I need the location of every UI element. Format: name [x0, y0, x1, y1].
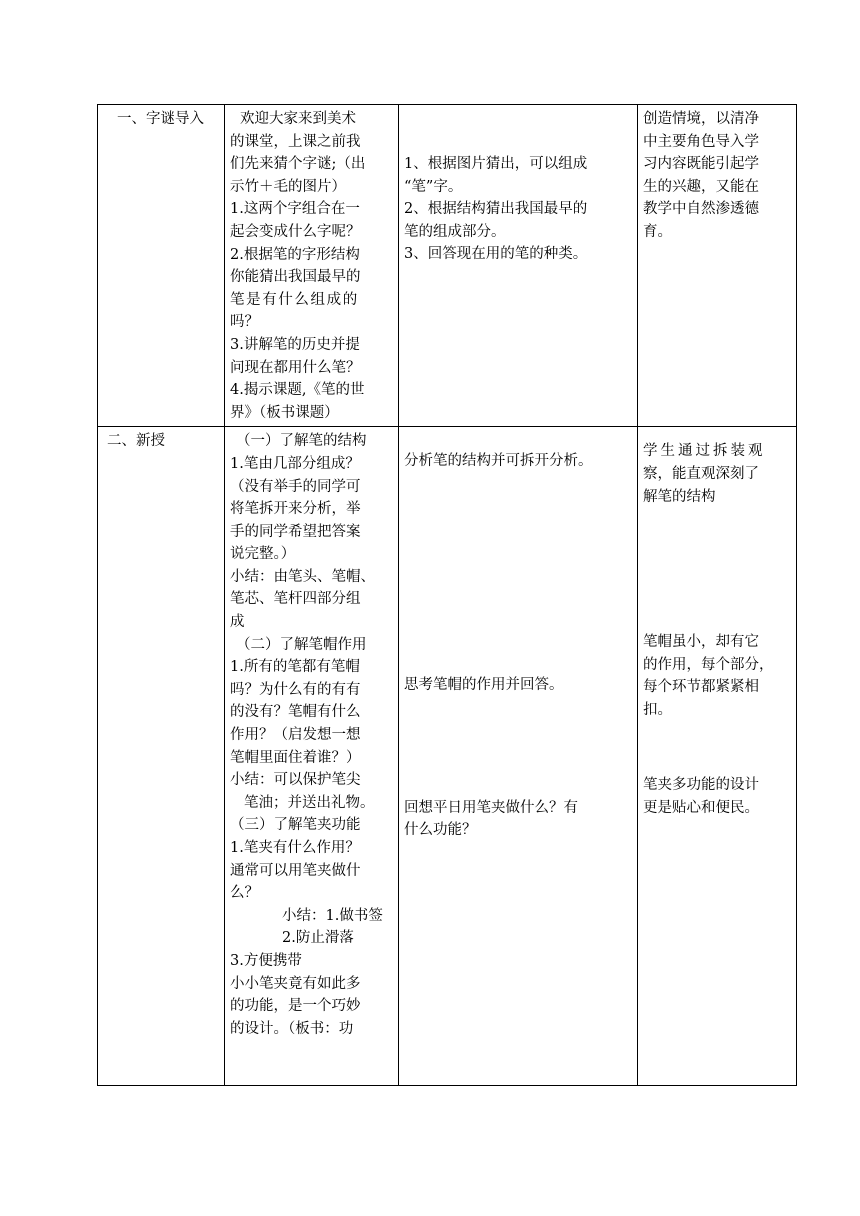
- stage-label: 二、新授: [107, 433, 165, 450]
- teacher-activity-cell: [225, 105, 399, 427]
- stage-cell: [98, 105, 225, 427]
- text-line: 更是贴心和便民。: [643, 800, 759, 817]
- text-line: 3、回答现在用的笔的种类。: [404, 246, 588, 263]
- table-row: [98, 427, 797, 1086]
- text-line: 笔帽虽小，却有它: [643, 634, 759, 651]
- text-line: 察，能直观深刻了: [643, 465, 759, 482]
- table-row: [98, 105, 797, 427]
- lesson-plan-table: [97, 104, 797, 1086]
- text-line: 什么功能？: [404, 822, 477, 839]
- text-line: 中主要角色导入学: [643, 133, 759, 150]
- stage-cell: [98, 427, 225, 1086]
- text-line: 3.方便携带: [230, 952, 302, 969]
- text-line: 示竹＋毛的图片）: [230, 178, 346, 195]
- text-line: 1.笔夹有什么作用？: [230, 840, 360, 856]
- text-line: 小小笔夹竟有如此多: [230, 975, 361, 992]
- text-line: 小结：1.做书签: [282, 907, 383, 924]
- text-line: （二）了解笔帽作用: [236, 636, 367, 653]
- text-line: 笔的组成部分。: [404, 223, 506, 240]
- text-line: 问现在都用什么笔？: [230, 359, 361, 376]
- text-line: 2、根据结构猜出我国最早的: [404, 201, 588, 218]
- text-line: 吗？: [230, 314, 259, 331]
- text-line: “笔”字。: [404, 178, 463, 195]
- intent-cell: [638, 427, 797, 1086]
- text-line: 们先来猜个字谜;（出: [230, 156, 366, 173]
- text-line: 笔油；并送出礼物。: [244, 794, 375, 811]
- text-line: 2.根据笔的字形结构: [230, 246, 360, 263]
- text-line: 你能猜出我国最早的: [230, 269, 361, 286]
- text-line: 创造情境，以清净: [643, 111, 759, 127]
- text-line: （没有举手的同学可: [230, 478, 361, 495]
- text-line: 2.防止滑落: [282, 930, 354, 947]
- text-line: 吗？为什么有的有有: [230, 681, 361, 698]
- text-line: （一）了解笔的结构: [236, 433, 367, 450]
- text-line: 说完整。）: [230, 546, 296, 563]
- text-line: 作用？（启发想一想: [230, 727, 361, 744]
- text-line: 4.揭示课题,《笔的世: [230, 382, 365, 399]
- text-line: 笔是有什么组成的: [230, 291, 359, 308]
- student-activity-cell: [399, 105, 638, 427]
- text-line: 笔帽里面住着谁？）: [230, 749, 361, 766]
- stage-label: 一、字谜导入: [117, 111, 204, 127]
- text-line: 学生通过拆装观: [643, 443, 766, 460]
- text-line: 将笔拆开来分析，举: [230, 501, 361, 518]
- text-line: 3.讲解笔的历史并提: [230, 336, 360, 353]
- text-line: 教学中自然渗透德: [643, 201, 759, 218]
- intent-cell: [638, 105, 797, 427]
- text-line: 1.笔由几部分组成？: [230, 455, 360, 472]
- text-line: 习内容既能引起学: [643, 156, 759, 173]
- text-line: 笔夹多功能的设计: [643, 777, 759, 794]
- text-line: 生的兴趣，又能在: [643, 178, 759, 195]
- text-line: 1.这两个字组合在一: [230, 201, 360, 218]
- text-line: 的设计。（板书：功: [230, 1020, 354, 1037]
- text-line: 回想平日用笔夹做什么？有: [404, 799, 578, 816]
- text-line: 小结：由笔头、笔帽、: [230, 568, 375, 585]
- text-line: 1.所有的笔都有笔帽: [230, 659, 360, 676]
- text-line: 起会变成什么字呢？: [230, 223, 361, 240]
- text-line: 分析笔的结构并可拆开分析。: [404, 453, 593, 470]
- student-activity-cell: [399, 427, 638, 1086]
- text-line: 界》（板书课题）: [230, 404, 339, 421]
- text-line: 解笔的结构: [643, 488, 716, 505]
- teacher-activity-cell: [225, 427, 399, 1086]
- text-line: 扣。: [643, 701, 672, 718]
- text-line: 的没有？笔帽有什么: [230, 704, 361, 721]
- text-line: 成: [230, 614, 245, 631]
- text-line: 么？: [230, 885, 259, 902]
- text-line: 的作用，每个部分，: [643, 656, 774, 673]
- text-line: 笔芯、笔杆四部分组: [230, 591, 361, 608]
- text-line: 1、根据图片猜出，可以组成: [404, 156, 588, 172]
- text-line: 的功能，是一个巧妙: [230, 998, 361, 1015]
- text-line: （三）了解笔夹功能: [230, 817, 361, 834]
- text-line: 每个环节都紧紧相: [643, 679, 759, 696]
- text-line: 育。: [643, 223, 672, 240]
- text-line: 手的同学希望把答案: [230, 523, 361, 540]
- text-line: 欢迎大家来到美术: [240, 111, 356, 127]
- text-line: 思考笔帽的作用并回答。: [404, 676, 564, 693]
- text-line: 通常可以用笔夹做什: [230, 862, 361, 879]
- text-line: 的课堂，上课之前我: [230, 133, 361, 150]
- text-line: 小结：可以保护笔尖: [230, 772, 361, 789]
